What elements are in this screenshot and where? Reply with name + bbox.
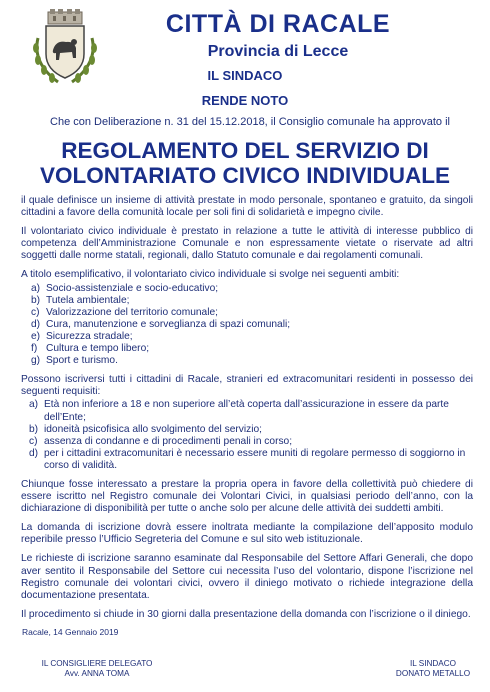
- paragraph-definition: il quale definisce un insieme di attività prestate in modo personale, spontaneo e gratuito, da singoli cittadini a favore della comunità locale per soli fini di solidarietà e impegno civile.: [21, 195, 473, 219]
- list-item: a) Età non inferiore a 18 e non superiore all’età coperta dall’assicurazione in essere da parte dell’Ente;: [29, 399, 449, 423]
- rende-noto-heading: RENDE NOTO: [201, 93, 289, 108]
- paragraph-ambiti-intro: A titolo esemplificativo, il volontariato civico individuale si svolge nei seguenti ambiti:: [21, 269, 400, 281]
- list-item: b) Tutela ambientale;: [31, 294, 130, 306]
- document-title: [0, 138, 490, 188]
- paragraph-scope: Il volontariato civico individuale è prestato in relazione a tutte le attività di interesse pubblico di competenza dell’Amministrazione Comunale e non espressamente vietate o riservate ad altri soggetti dalle norme statali, regionali, dallo Statuto comunale e dai regolamenti comunali.: [21, 226, 473, 262]
- requisiti-list: [21, 399, 473, 472]
- left-signatory-name: Avv. ANNA TOMA: [64, 669, 130, 678]
- province-name: Provincia di Lecce: [207, 43, 349, 60]
- sindaco-heading: IL SINDACO: [207, 68, 283, 83]
- document-date: Racale, 14 Gennaio 2019: [22, 627, 119, 637]
- ambiti-list: [21, 283, 473, 368]
- city-name: CITTÀ DI RACALE: [165, 10, 391, 38]
- left-signatory-role: IL CONSIGLIERE DELEGATO: [41, 659, 153, 668]
- list-item: d) per i cittadini extracomunitari è necessario essere muniti di regolare permesso di soggiorno in corso di validità.: [29, 447, 466, 471]
- list-item: a) Socio-assistenziale e socio-educativo;: [31, 282, 219, 294]
- paragraph-procedure: Il procedimento si chiude in 30 giorni dalla presentazione della domanda con l’iscrizione o il diniego.: [21, 608, 471, 620]
- list-item: b) idoneità psicofisica allo svolgimento del servizio;: [29, 423, 263, 435]
- list-item: e) Sicurezza stradale;: [31, 330, 133, 342]
- right-signatory-name: DONATO METALLO: [395, 669, 471, 678]
- list-item: d) Cura, manutenzione e sorveglianza di spazi comunali;: [31, 318, 291, 330]
- body-content: [21, 195, 473, 628]
- paragraph-application: La domanda di iscrizione dovrà essere inoltrata mediante la compilazione dell’apposito modulo reperibile presso l’Ufficio Segreteria del Comune e sul sito web istituzionale.: [21, 522, 473, 546]
- title-line-1: REGOLAMENTO DEL SERVIZIO DI: [61, 138, 429, 163]
- list-item: f) Cultura e tempo libero;: [31, 343, 150, 355]
- list-item: c) Valorizzazione del territorio comunale;: [31, 306, 218, 318]
- intro-text: Che con Deliberazione n. 31 del 15.12.2018, il Consiglio comunale ha approvato il: [50, 116, 450, 128]
- paragraph-requisiti-intro: Possono iscriversi tutti i cittadini di Racale, stranieri ed extracomunitari residenti in possesso dei seguenti requisiti:: [21, 374, 473, 398]
- signature-left: [22, 659, 172, 679]
- list-item: g) Sport e turismo.: [31, 355, 118, 367]
- paragraph-review: Le richieste di iscrizione saranno esaminate dal Responsabile del Settore Affari Generali, che dopo aver sentito il Responsabile del Settore cui necessita l’uso del volontario, dispone l’iscrizione nel Registro comunale dei volontari civici, ovvero il diniego motivato o richiede integrazione della documentazione presentata.: [21, 553, 473, 601]
- signature-right: [378, 659, 488, 679]
- paragraph-registration: Chiunque fosse interessato a prestare la propria opera in favore della collettività può chiedere di essere iscritto nel Registro comunale dei Volontari Civici, in qualsiasi periodo dell’anno, con la dichiarazione di disponibilità per tutte o anche solo per alcune delle attività dei suddetti ambiti.: [21, 478, 473, 515]
- list-item: c) assenza di condanne e di procedimenti penali in corso;: [29, 435, 293, 447]
- right-signatory-role: IL SINDACO: [409, 659, 457, 668]
- title-line-2: VOLONTARIATO CIVICO INDIVIDUALE: [39, 163, 450, 188]
